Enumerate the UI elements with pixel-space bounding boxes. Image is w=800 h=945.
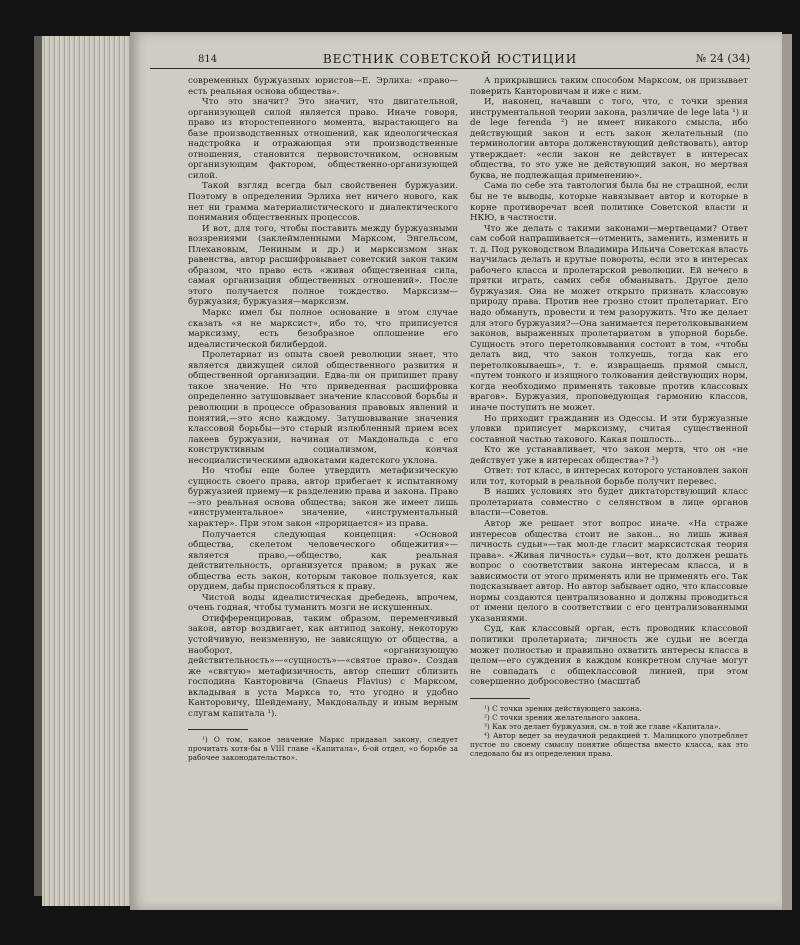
journal-page <box>130 32 782 910</box>
paragraph: Автор же решает этот вопрос иначе. «На страже интересов общества стоит не закон... но лишь живая личность судьи»—так мол-де гласит марксистская теория права». «Живая личность» судьи—вот, кто должен решать вопрос о соответствии закона интересам класса, и в зависимости от этого применять или не применять его. Так подсказывает автор. Но автор забывает одно, что классовые нормы создаются централизованно и должны проводиться от имени целого в соответствии с его централизованными указаниями. <box>470 518 748 624</box>
paragraph: Такой взгляд всегда был свойственен буржуазии. Поэтому в определении Эрлиха нет ничего нового, как нет ни грамма материалистического и диалектического понимания общественных процессов. <box>188 181 458 224</box>
footnote: ³) Как это делает буржуазия, см. в той же главе «Капитала». <box>484 721 721 731</box>
page-number: 814 <box>198 54 218 65</box>
footnote: ¹) С точки зрения действующего закона. <box>484 703 642 713</box>
journal-title: ВЕСТНИК СОВЕТСКОЙ ЮСТИЦИИ <box>322 52 578 66</box>
right-column <box>470 76 748 758</box>
footnote-separator <box>470 698 530 699</box>
paragraph: Суд, как классовый орган, есть проводник классовой политики пролетариата; личность же судьи не всегда может полностью и правильно охватить интересы класса в целом—его суждения в каждом конкретном случае могут не совпадать с общеклассовой линией, при этом совершенно добросовестно (маcштаб <box>470 624 748 688</box>
paragraph: Маркс имел бы полное основание в этом случае сказать «я не марксист», ибо то, что приписуется марксизму, есть безобразное оплошение его идеалистической билибердой. <box>188 308 458 350</box>
footnote: ¹) О том, какое значение Маркс придавал закону, следует прочитать хотя-бы в VIII главе «Капитала», 6-ой отдел, «о борьбе за рабочее законодательство». <box>188 735 458 763</box>
paragraph: И, наконец, начавши с того, что, с точки зрения инструментальной теории закона, различие de lege lata ¹) и de lege ferenda ²) не имеет никакого смысла, ибо действующий закон и есть закон желательный (по терминологии автора долженствующий действовать), автор утверждает: «если закон не действует в интересах общества, то это уже не действующий закон, но мертвая буква, не подлежащая применению». <box>470 97 748 181</box>
page-right-edge <box>782 34 792 910</box>
paragraph: Отифференцировав, таким образом, переменчивый закон, автор воздвигает, как антипод закону, некоторую устойчивую, неизменную, не зависящую от общества, а наоборот, «организующую действительность»—«сущность»—«святое право». Создав же «святую» метафизичность, автор спешит сблизить господина Канторовича (Gnaeus Flavius) с Марксом, вкладывая в уста Маркса то, что угодно и удобно Канторовичу, Шейдеману, Макдональду и иным верным слугам капитала ¹). <box>188 613 458 719</box>
paragraph: А прикрывшись таким способом Марксом, он призывает поверить Канторовичам и иже с ним. <box>470 76 748 97</box>
paragraph: И вот, для того, чтобы поставить между буржуазными воззрениями (заклеймленными Марксом, Энгельсом, Плехановым, Лениным и др.) и марксизмом знак равенства, автор расшифровывает советский закон таким образом, что право есть «живая общественная сила, самая организация общественных отношений». После этого получается полное тождество. Марксизм—буржуазия; буржуазия—марксизм. <box>188 223 458 308</box>
page-edges <box>42 36 140 906</box>
paragraph: Что это значит? Это значит, что двигательной, организующей силой является право. Иначе говоря, право из второстепенного момента, вырастающего на базе производственных отношений, как идеологическая надстройка и отражающая эти производственные отношения, становится первоисточником, основным организующим фактором, общественно-организующей силой. <box>188 97 458 181</box>
paragraph: Но приходит гражданин из Одессы. И эти буржуазные уловки приписует марксизму, считая существенной составной частью такового. Какая пошлость... <box>470 413 748 445</box>
left-column <box>188 76 458 762</box>
paragraph: В наших условиях это будет диктаторствующий класс пролетариата совместно с селянством в лице органов власти—Советов. <box>470 487 748 519</box>
paragraph: Что же делать с такими законами—мертвецами? Ответ сам собой напрашивается—отменить, заменить, изменить и т. д. Под руководством Владимира Ильича Советская власть научилась делать и крутые повороты, если это в интересах рабочего класса и пролетарской революции. Ей нечего в прятки играть, самих себя обманывать. Другое дело буржуазия. Она не может открыто признать классовую природу права. Против нее грозно стоит пролетариат. Его надо обмануть, провести и тем разоружить. Что же делает для этого буржуазия?—Она занимается перетолковыванием законов, выраженных пролетариатом в упорной борьбе. Сущность этого перетолковывания состоит в том, «чтобы делать вид, что закон толкуешь, тогда как его перетолковываешь», т. е. извращаешь прямой смысл, «путем тонкого и изящного толкования действующих норм, когда необходимо применять таковые против классовых врагов». Буржуазия, проповедующая гармонию классов, иначе поступить не может. <box>470 223 748 413</box>
footnote-separator <box>188 729 248 730</box>
paragraph: Кто же устанавливает, что закон мертв, что он «не действует уже в интересах общества»? ³) <box>470 445 748 466</box>
paragraph: Сама по себе эта тавтология была бы не страшной, если бы не те выводы, которые навязывает автор и которые в корне противоречат всей политике Советской власти и НКЮ, в частности. <box>470 181 748 224</box>
paragraph: Пролетариат из опыта своей революции знает, что является движущей силой общественного развития и общественной организации. Едва-ли он припишет праву такое значение. Но что приведенная расшифровка определенно затушовывает значение классовой борьбы и революции в процессе образования правовых явлений и понятий,—это ясно каждому. Затушовывание значения классовой борьбы—это старый излюбленный прием всех лакеев буржуазии, начиная от Макдональда с его конструктивным социализмом, кончая несоциалистическими адвокатами кадетского уклона. <box>188 350 458 466</box>
issue-number: № 24 (34) <box>696 52 750 65</box>
paragraph: Чистой воды идеалистическая дребедень, впрочем, очень годная, чтобы туманить мозги не искушенных. <box>188 592 458 614</box>
footnote: ⁴) Автор ведет за неудачной редакцией т. Малицкого употребляет пустое по своему смыслу понятие общества вместо класса, как это следовало бы из определения права. <box>470 730 748 758</box>
paragraph: Получается следующая концепция: «Основой общества, скелетом человеческого общежития»—является право,—общество, как реальная действительность, организуется правом; в руках же общества есть закон, которым таковое пользуется, как орудием, дабы приспособляться к праву. <box>188 529 458 593</box>
footnote: ²) С точки зрения желательного закона. <box>484 712 641 722</box>
paragraph: Но чтобы еще более утвердить метафизическую сущность своего права, автор прибегает к испытанному буржуазией приему—к разделению права и закона. Право—это реальная основа общества; закон же имеет лишь «инструментальное» значение, «инструментальный характер». При этом закон «прорицается» из права. <box>188 466 458 529</box>
paragraph: современных буржуазных юристов—Е. Эрлиха: «право—есть реальная основа общества». <box>188 76 458 97</box>
page-header <box>150 52 750 69</box>
paragraph: Ответ: тот класс, в интересах которого установлен закон или тот, который в реальной борьбе получит перевес. <box>470 466 748 487</box>
